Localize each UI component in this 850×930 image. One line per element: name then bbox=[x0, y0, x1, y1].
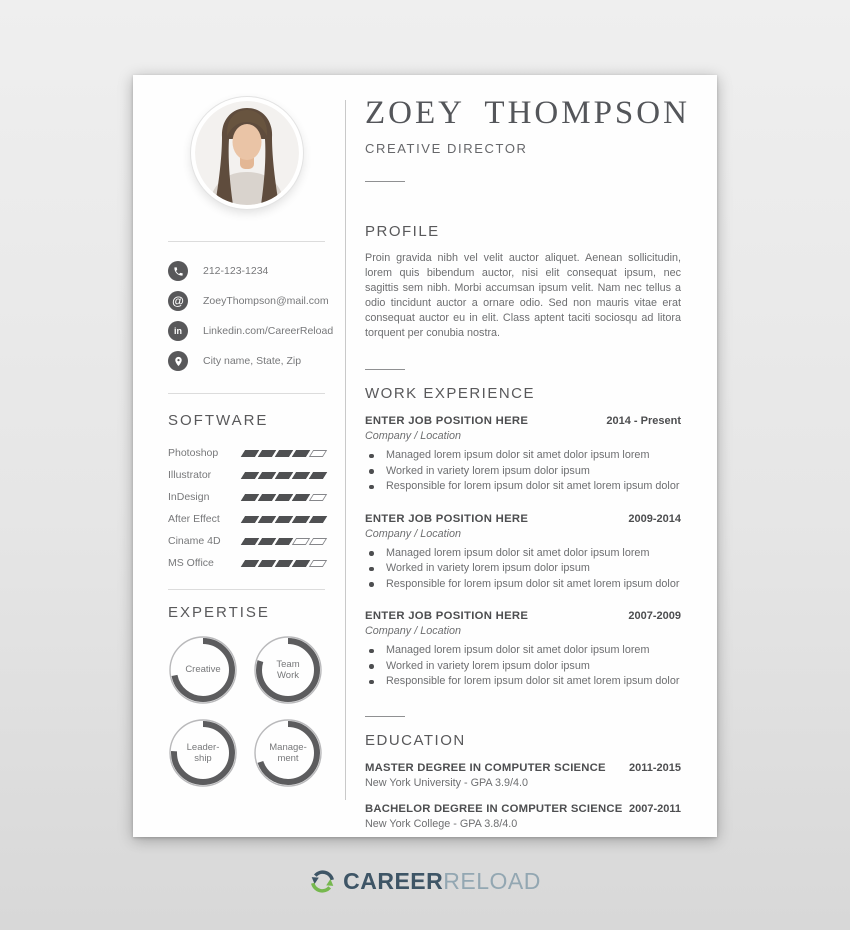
expertise-heading: EXPERTISE bbox=[168, 604, 270, 621]
profile-photo bbox=[191, 97, 303, 209]
skill-bar bbox=[240, 450, 325, 457]
job-bullet: Worked in variety lorem ipsum dolor ipsum bbox=[365, 659, 681, 675]
portrait-illustration bbox=[195, 101, 299, 205]
sidebar bbox=[168, 75, 334, 788]
skill-name: InDesign bbox=[168, 491, 210, 503]
main-column bbox=[365, 95, 690, 830]
expertise-ring-management bbox=[253, 718, 323, 788]
candidate-name: ZOEY THOMPSON bbox=[365, 95, 690, 131]
skill-name: Photoshop bbox=[168, 447, 219, 459]
job-entry bbox=[365, 513, 681, 593]
sidebar-divider bbox=[168, 589, 325, 590]
column-divider bbox=[345, 100, 346, 800]
contact-linkedin[interactable] bbox=[168, 316, 334, 346]
skill-row bbox=[168, 442, 325, 464]
software-skill-list bbox=[168, 442, 325, 574]
reload-icon bbox=[309, 868, 336, 895]
job-company: Company / Location bbox=[365, 625, 462, 637]
ring-label: Creative bbox=[185, 664, 221, 676]
phone-icon bbox=[168, 261, 188, 281]
skill-bar bbox=[240, 494, 325, 501]
expertise-grid bbox=[168, 635, 325, 788]
location-text: City name, State, Zip bbox=[203, 355, 302, 367]
expertise-ring-leadership bbox=[168, 718, 238, 788]
skill-row bbox=[168, 508, 325, 530]
skill-bar bbox=[240, 516, 325, 523]
degree-dates: 2011-2015 bbox=[629, 761, 681, 774]
job-title: ENTER JOB POSITION HERE bbox=[365, 415, 529, 427]
skill-row bbox=[168, 464, 325, 486]
profile-text: Proin gravida nibh vel velit auctor aliquet. Aenean sollicitudin, lorem quis bibendum auctor, nisi elit consequat ipsum, nec sagittis sem nibh. Morbi accumsan ipsum velit. Nam nec tellus a odio tincidunt auctor a ornare odio. Sed non mauris vitae erat consequat auctor eu in elit. Class aptent taciti sociosqu ad litora torquent per conubia nostra. bbox=[365, 252, 681, 339]
skill-name: After Effect bbox=[168, 513, 220, 525]
skill-row bbox=[168, 530, 325, 552]
location-icon bbox=[168, 351, 188, 371]
candidate-title: CREATIVE DIRECTOR bbox=[365, 141, 528, 156]
skill-name: MS Office bbox=[168, 557, 214, 569]
email-icon: @ bbox=[168, 291, 188, 311]
email-address: ZoeyThompson@mail.com bbox=[203, 295, 329, 307]
school-name: New York College - GPA 3.8/4.0 bbox=[365, 817, 518, 830]
education-heading: EDUCATION bbox=[365, 731, 466, 749]
work-experience-heading: WORK EXPERIENCE bbox=[365, 385, 536, 402]
job-bullet-list bbox=[365, 546, 681, 593]
ring-label: Team Work bbox=[276, 658, 300, 681]
job-bullet: Managed lorem ipsum dolor sit amet dolor ipsum lorem bbox=[365, 546, 681, 562]
section-rule bbox=[365, 181, 405, 182]
degree-title: MASTER DEGREE IN COMPUTER SCIENCE bbox=[365, 761, 606, 774]
skill-bar bbox=[240, 560, 325, 567]
skill-bar bbox=[240, 538, 325, 545]
contact-email[interactable] bbox=[168, 286, 329, 316]
sidebar-divider bbox=[168, 241, 325, 242]
section-rule bbox=[365, 369, 405, 370]
job-dates: 2014 - Present bbox=[606, 415, 681, 427]
degree-dates: 2007-2011 bbox=[629, 802, 681, 815]
contact-phone bbox=[168, 256, 325, 286]
skill-bar bbox=[240, 472, 325, 479]
education-entry bbox=[365, 762, 681, 789]
career-reload-logo[interactable] bbox=[0, 868, 850, 895]
job-title: ENTER JOB POSITION HERE bbox=[365, 610, 529, 622]
contact-location bbox=[168, 346, 325, 376]
job-bullet: Managed lorem ipsum dolor sit amet dolor ipsum lorem bbox=[365, 448, 681, 464]
job-entry bbox=[365, 610, 681, 690]
education-entry bbox=[365, 803, 681, 830]
skill-row bbox=[168, 552, 325, 574]
skill-row bbox=[168, 486, 325, 508]
contact-list bbox=[168, 256, 334, 376]
job-company: Company / Location bbox=[365, 527, 462, 540]
job-bullet-list bbox=[365, 643, 681, 690]
job-bullet: Responsible for lorem ipsum dolor sit amet lorem ipsum dolor bbox=[365, 674, 681, 690]
job-entry bbox=[365, 415, 681, 495]
profile-heading: PROFILE bbox=[365, 223, 440, 240]
job-dates: 2007-2009 bbox=[628, 610, 681, 622]
ring-label: Manage- ment bbox=[269, 741, 307, 764]
section-rule bbox=[365, 716, 405, 717]
software-heading: SOFTWARE bbox=[168, 412, 269, 429]
job-bullet-list bbox=[365, 448, 681, 495]
ring-label: Leader- ship bbox=[186, 741, 220, 764]
expertise-ring-creative bbox=[168, 635, 238, 705]
job-bullet: Responsible for lorem ipsum dolor sit amet lorem ipsum dolor bbox=[365, 577, 681, 593]
job-dates: 2009-2014 bbox=[628, 512, 681, 525]
job-bullet: Managed lorem ipsum dolor sit amet dolor ipsum lorem bbox=[365, 643, 681, 659]
skill-name: Illustrator bbox=[168, 469, 212, 481]
brand-name: CAREERRELOAD bbox=[343, 868, 541, 894]
school-name: New York University - GPA 3.9/4.0 bbox=[365, 776, 529, 789]
phone-number: 212-123-1234 bbox=[203, 265, 269, 277]
job-bullet: Responsible for lorem ipsum dolor sit amet lorem ipsum dolor bbox=[365, 479, 681, 495]
job-bullet: Worked in variety lorem ipsum dolor ipsum bbox=[365, 464, 681, 480]
linkedin-url: Linkedin.com/CareerReload bbox=[203, 325, 334, 337]
resume-page bbox=[133, 75, 717, 837]
degree-title: BACHELOR DEGREE IN COMPUTER SCIENCE bbox=[365, 802, 623, 815]
linkedin-icon: in bbox=[168, 321, 188, 341]
sidebar-divider bbox=[168, 393, 325, 394]
job-title: ENTER JOB POSITION HERE bbox=[365, 512, 529, 525]
expertise-ring-teamwork bbox=[253, 635, 323, 705]
job-bullet: Worked in variety lorem ipsum dolor ipsum bbox=[365, 561, 681, 577]
skill-name: Ciname 4D bbox=[168, 535, 221, 547]
job-company: Company / Location bbox=[365, 430, 462, 442]
